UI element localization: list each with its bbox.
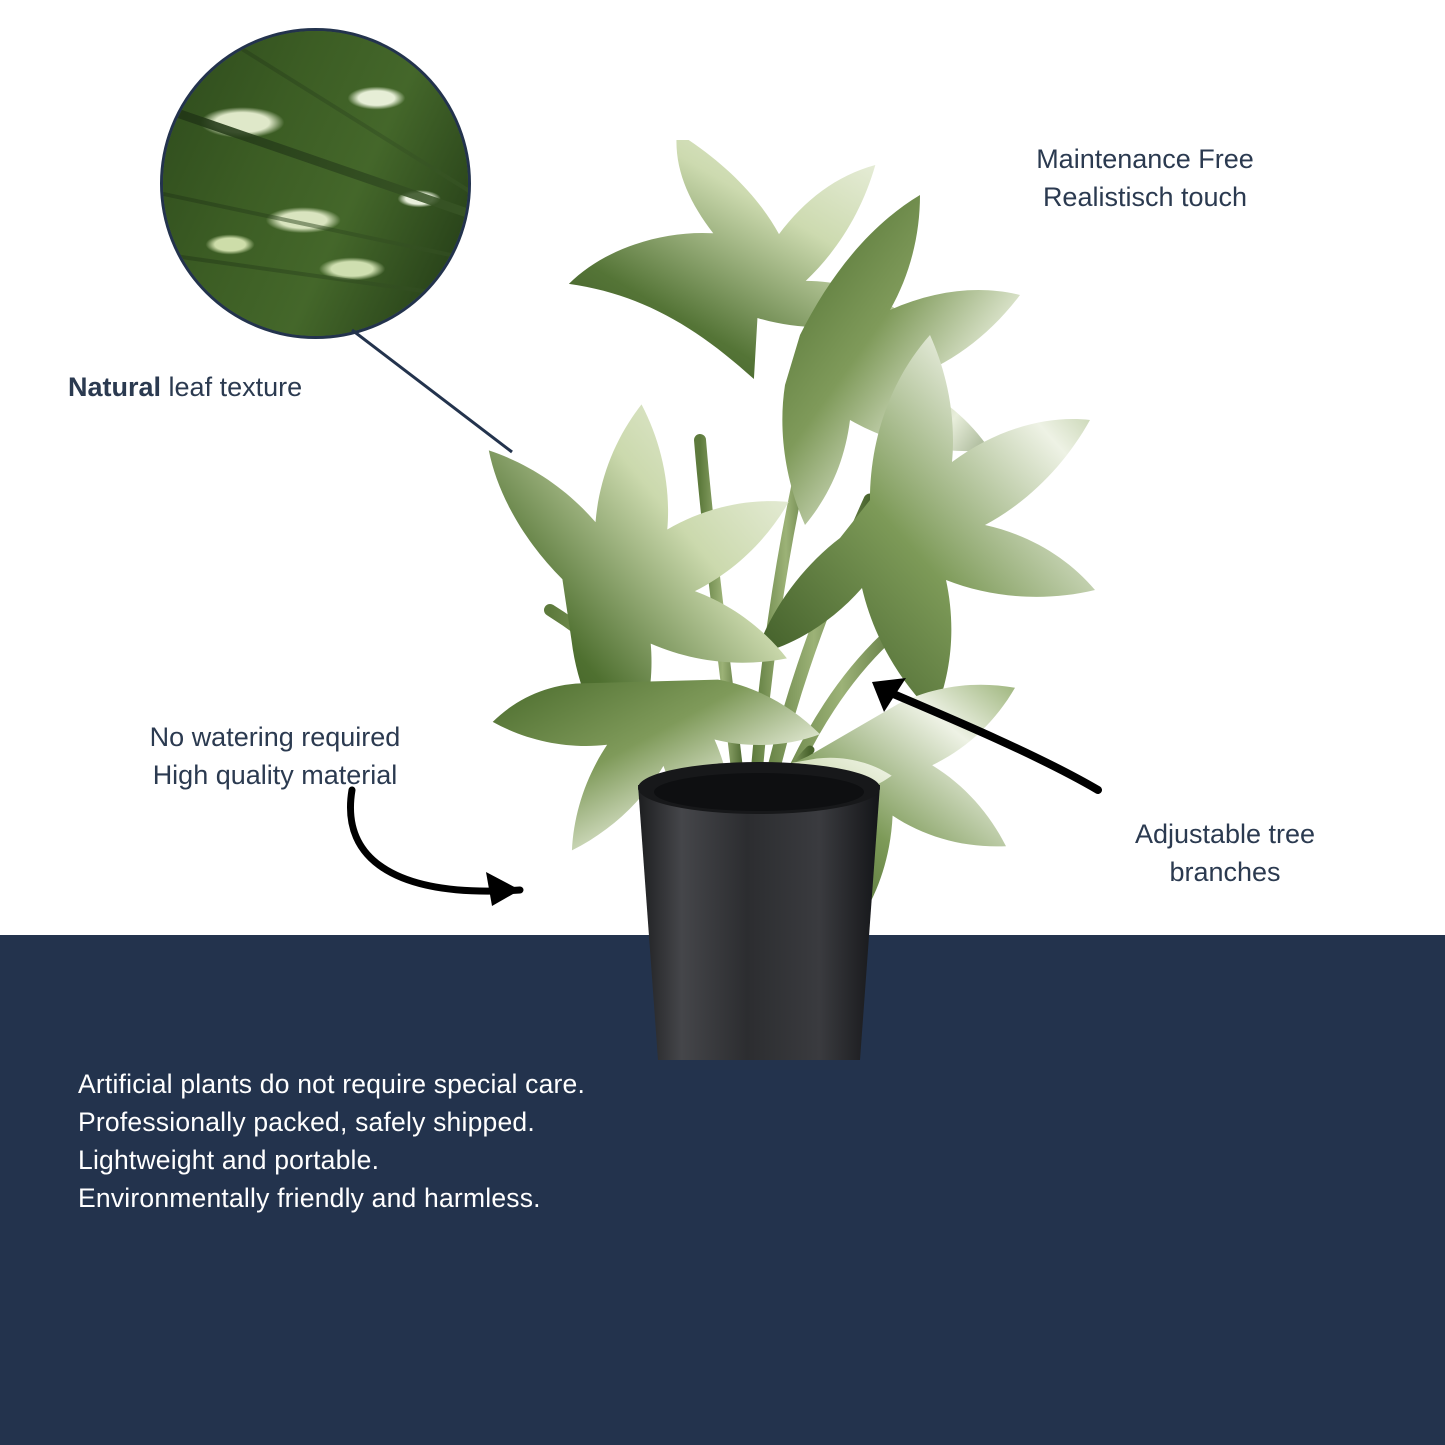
callout-maintenance-line1: Maintenance Free [1036,144,1254,174]
callout-maintenance-line2: Realistisch touch [1042,182,1248,212]
callout-branches-line1: Adjustable tree [1134,819,1316,849]
leaf-texture-magnifier [160,28,471,339]
bottom-panel-line-3: Lightweight and portable. [78,1145,380,1175]
leaf-side-vein-icon [160,248,471,305]
product-image [400,140,1100,1070]
callout-maintenance-free [955,140,1335,216]
callout-watering-line1: No watering required [149,722,401,752]
callout-no-watering [85,718,465,794]
callout-adjustable-branches [1090,815,1360,891]
callout-natural-rest: leaf texture [161,372,303,402]
magnifier-leaf-texture [163,31,468,336]
bottom-panel-line-1: Artificial plants do not require special care. [78,1069,586,1099]
callout-watering-line2: High quality material [152,760,398,790]
callout-natural-leaf-texture [68,368,488,406]
callout-natural-bold: Natural [68,372,162,402]
bottom-panel-line-4: Environmentally friendly and harmless. [78,1183,541,1213]
bottom-panel-text-block [78,1065,898,1217]
callout-branches-line2: branches [1169,857,1281,887]
bottom-panel-line-2: Professionally packed, safely shipped. [78,1107,535,1137]
leaf-side-vein-icon [160,28,471,203]
